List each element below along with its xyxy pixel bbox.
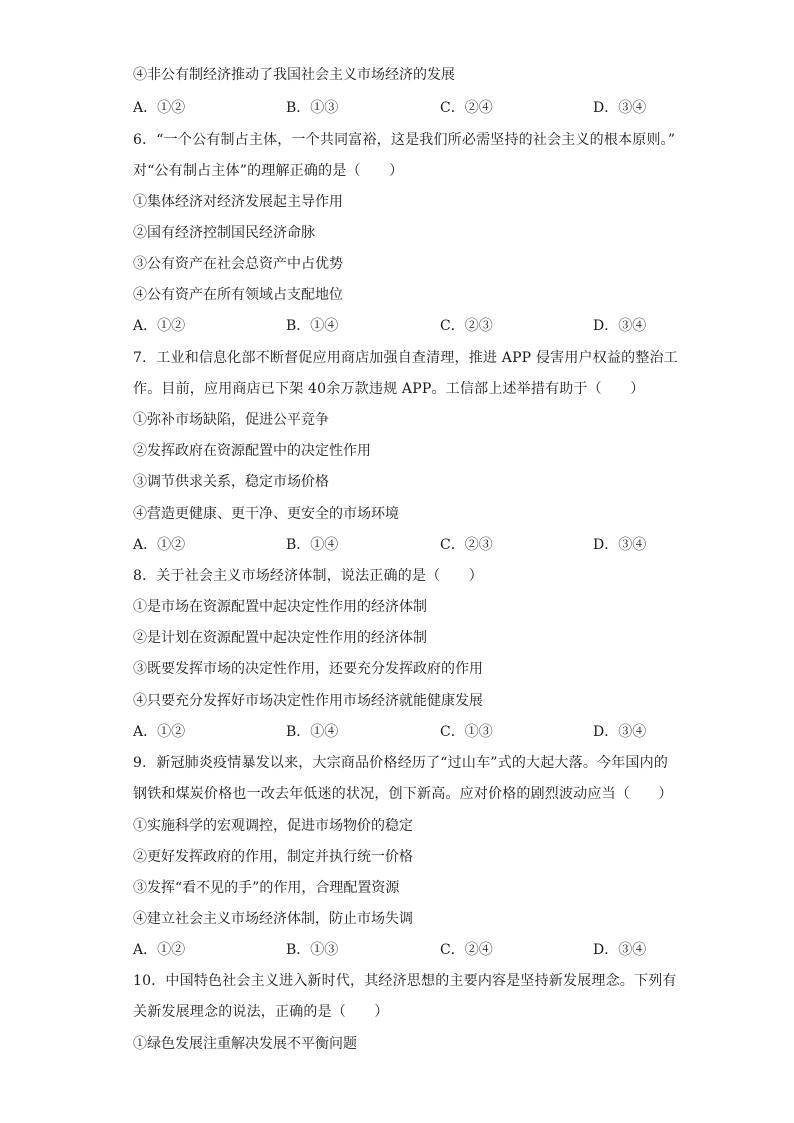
q8-options [133,723,693,741]
q5-item-4: ④非公有制经济推动了我国社会主义市场经济的发展 [133,67,455,83]
q5-option-d: D．③④ [593,100,647,116]
q6-stem-line-1: 6．“一个公有制占主体，一个共同富裕，这是我们所必需坚持的社会主义的根本原则。” [133,132,676,148]
q9-item-4: ④建立社会主义市场经济体制，防止市场失调 [133,911,413,927]
q6-option-c: C．②③ [440,318,493,334]
q9-item-3: ③发挥“看不见的手”的作用，合理配置资源 [133,880,400,896]
q9-item-1: ①实施科学的宏观调控，促进市场物价的稳定 [133,818,413,834]
q5-option-a: A．①② [133,100,186,116]
q8-item-4: ④只要充分发挥好市场决定性作用市场经济就能健康发展 [133,693,483,709]
q10-item-1: ①绿色发展注重解决发展不平衡问题 [133,1036,357,1052]
q9-item-2: ②更好发挥政府的作用，制定并执行统一价格 [133,849,413,865]
q6-item-2: ②国有经济控制国民经济命脉 [133,225,315,241]
q8-option-d: D．③④ [593,724,647,740]
q8-item-2: ②是计划在资源配置中起决定性作用的经济体制 [133,630,427,646]
q9-options [133,941,693,959]
q9-option-b: B．①③ [286,942,339,958]
q6-item-3: ③公有资产在社会总资产中占优势 [133,256,343,272]
q7-option-c: C．②③ [440,537,493,553]
q8-stem-line-1: 8．关于社会主义市场经济体制，说法正确的是（ ） [133,568,483,584]
q6-option-b: B．①④ [286,318,339,334]
q5-option-b: B．①③ [286,100,339,116]
q9-option-c: C．②④ [440,942,493,958]
q8-option-a: A．①② [133,724,186,740]
q6-item-4: ④公有资产在所有领域占支配地位 [133,287,343,303]
q7-stem-line-2: 作。目前，应用商店已下架 40余万款违规 APP。工信部上述举措有助于（ ） [133,381,645,397]
q7-stem-line-1: 7．工业和信息化部不断督促应用商店加强自查清理，推进 APP 侵害用户权益的整治工 [133,350,678,366]
q5-options [133,99,693,117]
q7-item-2: ②发挥政府在资源配置中的决定性作用 [133,443,371,459]
q10-stem-line-2: 关新发展理念的说法，正确的是（ ） [133,1004,389,1020]
q7-item-1: ①弥补市场缺陷，促进公平竞争 [133,412,329,428]
q7-item-4: ④营造更健康、更干净、更安全的市场环境 [133,506,399,522]
q9-option-a: A．①② [133,942,186,958]
q6-options [133,317,693,335]
q8-item-3: ③既要发挥市场的决定性作用，还要充分发挥政府的作用 [133,661,483,677]
q7-item-3: ③调节供求关系，稳定市场价格 [133,474,329,490]
q10-stem-line-1: 10．中国特色社会主义进入新时代，其经济思想的主要内容是坚持新发展理念。下列有 [133,973,677,989]
q6-item-1: ①集体经济对经济发展起主导作用 [133,194,343,210]
q6-stem-line-2: 对“公有制占主体”的理解正确的是（ ） [133,163,404,179]
q7-option-a: A．①② [133,537,186,553]
q7-options [133,536,693,554]
q8-item-1: ①是市场在资源配置中起决定性作用的经济体制 [133,599,427,615]
q9-option-d: D．③④ [593,942,647,958]
q7-option-d: D．③④ [593,537,647,553]
q6-option-d: D．③④ [593,318,647,334]
q9-stem-line-2: 钢铁和煤炭价格也一改去年低迷的状况，创下新高。应对价格的剧烈波动应当（ ） [133,786,673,802]
q7-option-b: B．①④ [286,537,339,553]
q6-option-a: A．①② [133,318,186,334]
q5-option-c: C．②④ [440,100,493,116]
q8-option-c: C．①③ [440,724,493,740]
q8-option-b: B．①④ [286,724,339,740]
q9-stem-line-1: 9．新冠肺炎疫情暴发以来，大宗商品价格经历了“过山车”式的大起大落。今年国内的 [133,755,669,771]
